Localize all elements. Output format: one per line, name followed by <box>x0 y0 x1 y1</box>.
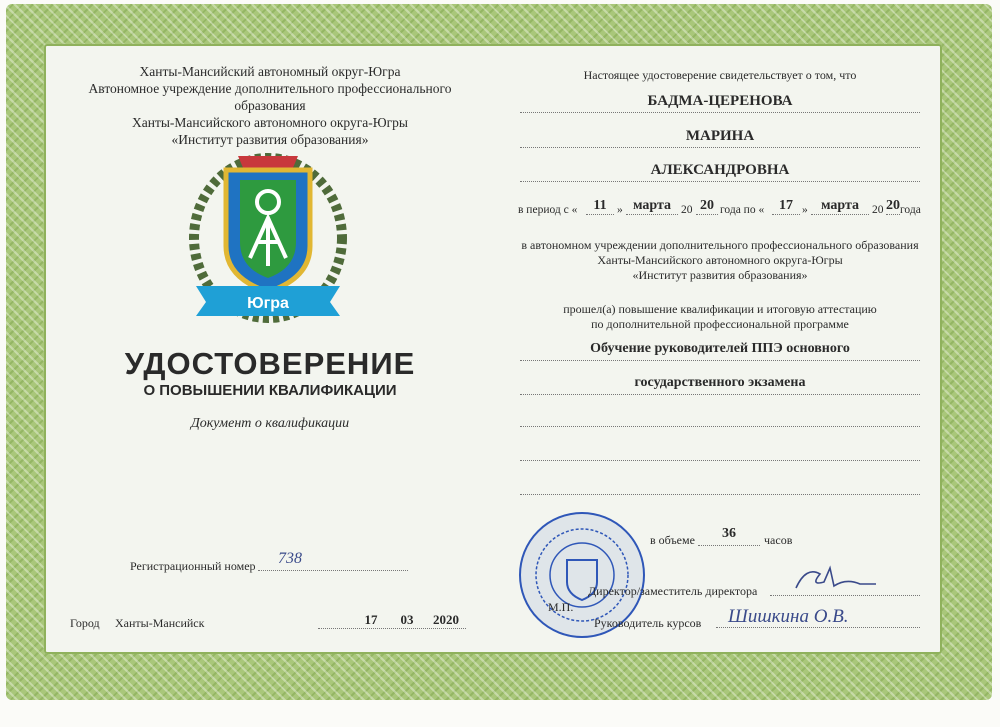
program-line2: государственного экзамена <box>634 375 806 390</box>
issuer-line4: «Институт развития образования» <box>171 132 369 147</box>
period-year-prefix2: 20 <box>872 204 884 216</box>
issue-day: 17 <box>364 612 378 627</box>
intro-text: Настоящее удостоверение свидетельствует о том, что <box>583 68 857 82</box>
document-title: УДОСТОВЕРЕНИЕ <box>124 346 416 381</box>
city-name: Ханты-Мансийск <box>115 616 205 630</box>
volume-line <box>698 545 760 546</box>
passed-block <box>520 302 920 332</box>
blank-rule-3 <box>520 494 920 495</box>
hours-label: часов <box>764 533 793 547</box>
period-quote-close2: » <box>802 204 808 216</box>
patronymic: АЛЕКСАНДРОВНА <box>650 162 790 178</box>
registration-number: 738 <box>278 550 302 567</box>
period-start-year: 20 <box>696 198 718 215</box>
first-name: МАРИНА <box>685 128 755 144</box>
registration-line <box>258 570 408 571</box>
period-end-year: 20 <box>886 198 900 213</box>
coat-of-arms-emblem <box>188 146 348 328</box>
hours-value: 36 <box>722 526 736 541</box>
study-period <box>518 198 928 220</box>
patronymic-line <box>520 181 920 182</box>
surname-line <box>520 112 920 113</box>
org-line1: в автономном учреждении дополнительного профессионального образования <box>521 238 919 252</box>
period-year-prefix: 20 <box>681 204 693 216</box>
surname: БАДМА-ЦЕРЕНОВА <box>647 93 793 109</box>
period-mid: года по « <box>720 204 765 216</box>
blank-rule-2 <box>520 460 920 461</box>
issuer-line3: Ханты-Мансийского автономного округа-Югры <box>132 115 408 130</box>
document-type: Документ о квалификации <box>190 416 350 431</box>
seal-label: М.П. <box>548 600 574 614</box>
issue-month: 03 <box>400 612 414 627</box>
issue-year: 2020 <box>433 612 459 627</box>
period-quote-close: » <box>617 204 623 216</box>
program-line1-rule <box>520 360 920 361</box>
director-label: Директор/заместитель директора <box>588 584 758 598</box>
registration-label: Регистрационный номер <box>130 559 256 573</box>
org-line2: Ханты-Мансийского автономного округа-Югры <box>597 253 843 267</box>
program-line2-rule <box>520 394 920 395</box>
period-suffix: года <box>900 204 921 216</box>
issuer-line1: Ханты-Мансийский автономный округ-Югра <box>139 64 401 79</box>
period-start-month: марта <box>626 198 678 215</box>
period-end-month: марта <box>811 198 869 215</box>
ribbon-text: Югра <box>247 295 289 312</box>
document-subtitle: О ПОВЫШЕНИИ КВАЛИФИКАЦИИ <box>143 382 397 399</box>
org-line3: «Институт развития образования» <box>632 268 808 282</box>
volume-label: в объеме <box>650 533 695 547</box>
blank-rule-1 <box>520 426 920 427</box>
passed-line2: по дополнительной профессиональной программе <box>591 317 849 331</box>
org-block <box>520 238 920 283</box>
issuer-line2: Автономное учреждение дополнительного профессионального образования <box>88 81 452 113</box>
city-label: Город <box>70 616 100 630</box>
signature-stroke <box>796 568 876 588</box>
courses-signature: Шишкина О.В. <box>728 606 849 627</box>
period-end-day: 17 <box>772 198 800 215</box>
first-name-line <box>520 147 920 148</box>
period-prefix: в период с « <box>518 204 578 216</box>
issue-date-line <box>318 628 466 629</box>
period-start-day: 11 <box>586 198 614 215</box>
director-signature <box>790 560 880 596</box>
issuer-block <box>60 63 480 148</box>
program-line1: Обучение руководителей ППЭ основного <box>590 341 850 356</box>
courses-label: Руководитель курсов <box>594 616 702 630</box>
passed-line1: прошел(а) повышение квалификации и итоговую аттестацию <box>563 302 877 316</box>
